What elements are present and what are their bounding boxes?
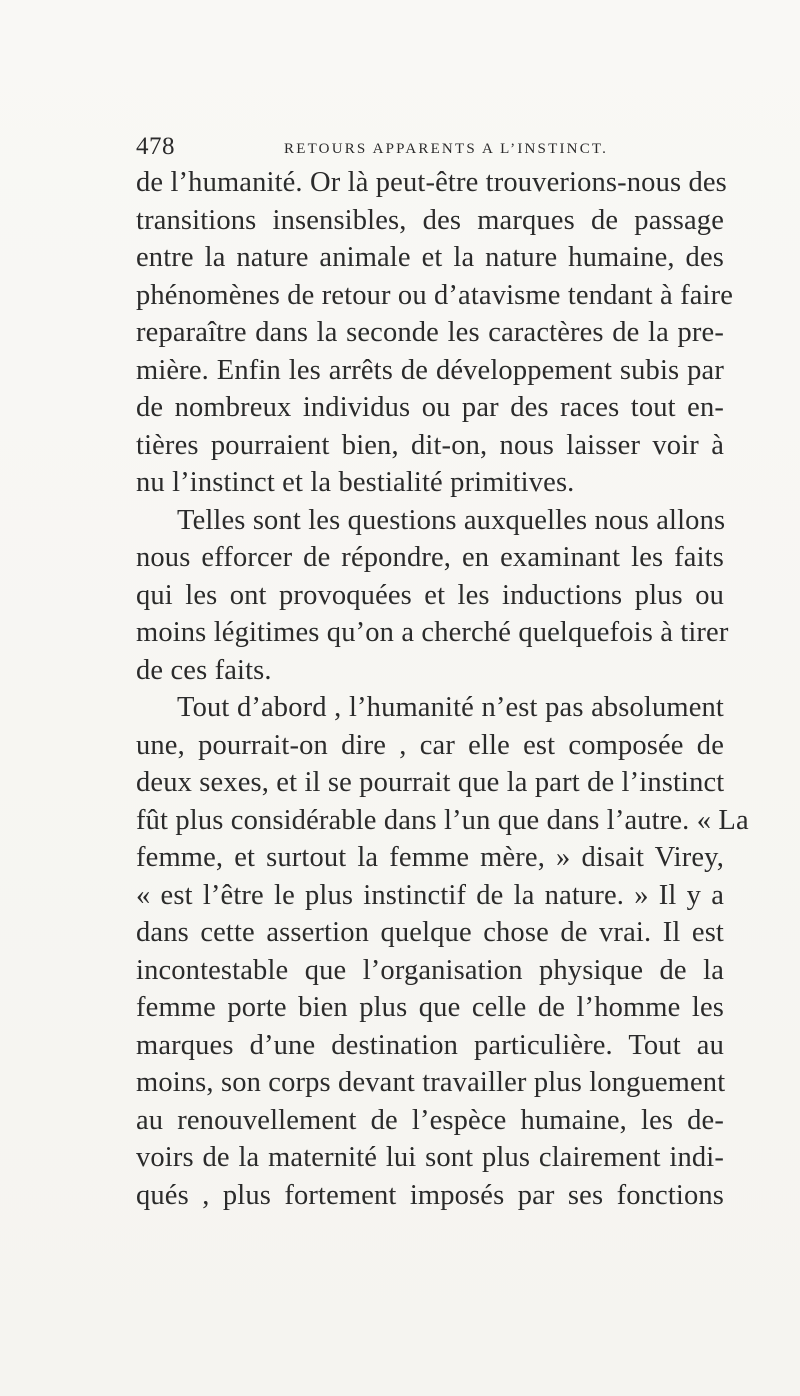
text-line: nu l’instinct et la bestialité primitives. [136, 467, 575, 498]
text-line: entre la nature animale et la nature humaine, des [136, 242, 724, 273]
running-title: RETOURS APPARENTS A L’INSTINCT. [284, 141, 609, 157]
text-line: dans cette assertion quelque chose de vrai. Il est [136, 917, 724, 948]
text-line: marques d’une destination particulière. Tout au [136, 1029, 724, 1061]
text-line: Tout d’abord , l’humanité n’est pas absolument [177, 692, 724, 723]
text-line: Telles sont les questions auxquelles nous allons [177, 504, 726, 536]
text-line: moins légitimes qu’on a cherché quelquefois à tirer [136, 617, 729, 648]
text-line: reparaître dans la seconde les caractères de la pre- [136, 317, 724, 348]
text-line: « est l’être le plus instinctif de la nature. » Il y a [136, 879, 724, 911]
text-line: une, pourrait-on dire , car elle est composée de [136, 729, 724, 761]
page-number: 478 [136, 133, 175, 160]
text-line: voirs de la maternité lui sont plus clairement indi- [136, 1142, 724, 1173]
running-head [118, 130, 738, 164]
text-line: deux sexes, et il se pourrait que la part de l’instinct [136, 767, 725, 798]
text-line: moins, son corps devant travailler plus longuement [136, 1067, 726, 1098]
text-line: nous efforcer de répondre, en examinant les faits [136, 542, 724, 573]
text-line: au renouvellement de l’espèce humaine, les de- [136, 1104, 724, 1136]
text-line: fût plus considérable dans l’un que dans l’autre. « La [136, 804, 749, 836]
text-line: phénomènes de retour ou d’atavisme tendant à faire [136, 279, 734, 311]
text-line: femme porte bien plus que celle de l’homme les [136, 992, 724, 1023]
text-line: de l’humanité. Or là peut-être trouverions-nous des [136, 167, 727, 198]
text-line: femme, et surtout la femme mère, » disait Virey, [136, 842, 724, 873]
text-line: qui les ont provoquées et les inductions plus ou [136, 579, 724, 611]
text-line: incontestable que l’organisation physique de la [136, 954, 724, 986]
text-line: mière. Enfin les arrêts de développement subis par [136, 354, 724, 386]
text-line: transitions insensibles, des marques de passage [136, 204, 724, 236]
text-line: tières pourraient bien, dit-on, nous laisser voir à [136, 429, 724, 461]
text-line: qués , plus fortement imposés par ses fonctions [136, 1179, 724, 1211]
text-line: de nombreux individus ou par des races tout en- [136, 392, 724, 423]
text-line: de ces faits. [136, 654, 272, 686]
body-text [136, 164, 749, 1214]
